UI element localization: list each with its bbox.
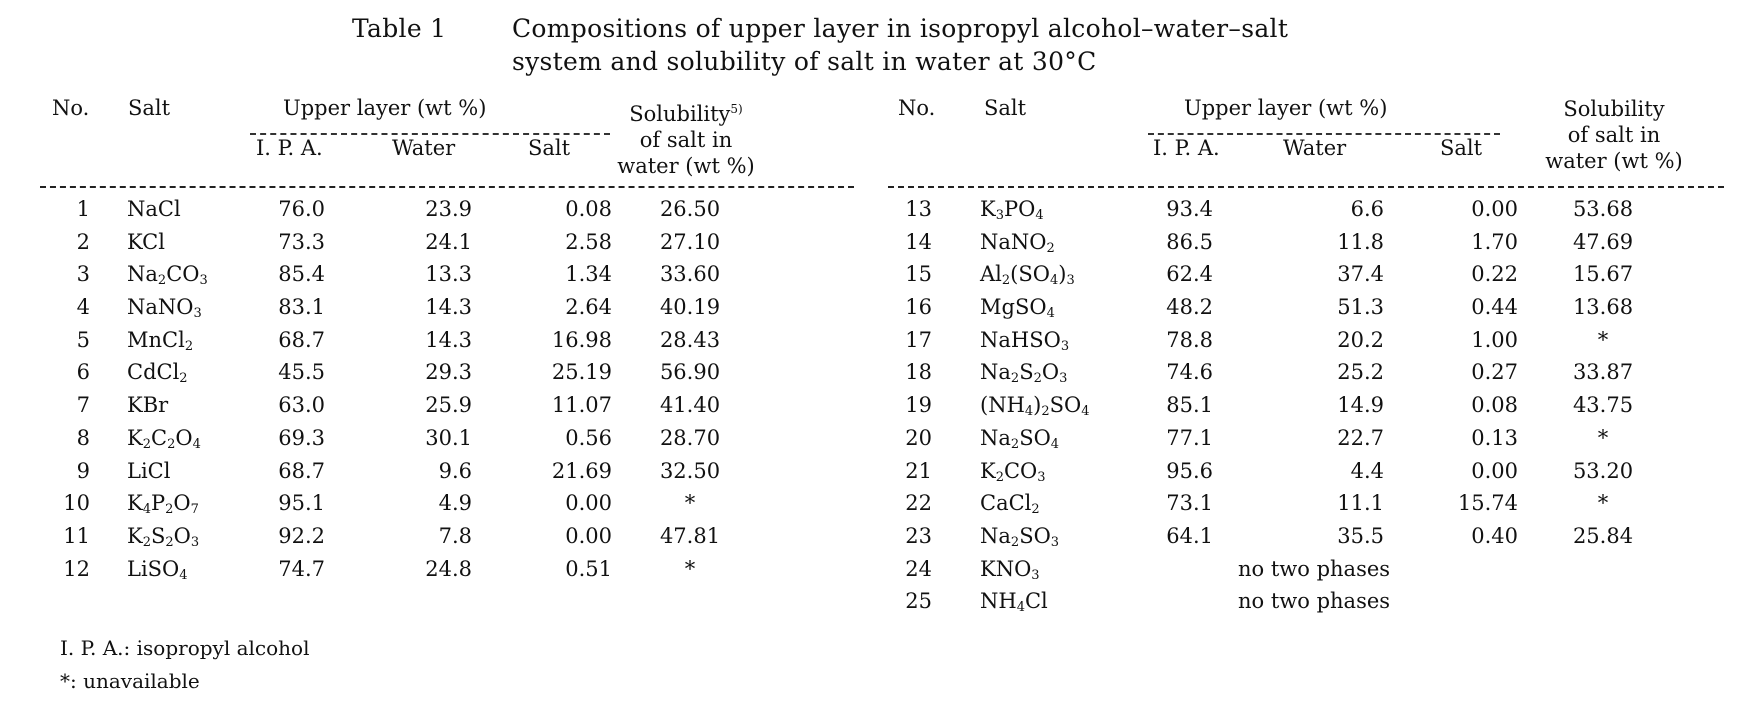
cell-salt-wt: 0.00 <box>1471 197 1518 221</box>
cell-salt-wt: 21.69 <box>551 458 612 483</box>
cell-salt-wt: 15.74 <box>1457 491 1518 516</box>
table-row <box>40 488 854 521</box>
cell-salt-wt: 1.34 <box>565 262 612 287</box>
cell-water: 30.1 <box>425 425 472 450</box>
note-asterisk: *: unavailable <box>60 669 200 693</box>
cell-solubility: 47.69 <box>1572 229 1634 254</box>
cell-no: 7 <box>76 393 90 418</box>
header-ipa: I. P. A. <box>1153 136 1220 160</box>
header-solubility-line-1: Solubility <box>1563 97 1665 121</box>
table-row <box>888 390 1724 423</box>
table-row <box>40 227 854 260</box>
cell-ipa: 45.5 <box>278 360 325 385</box>
table-row <box>40 554 854 587</box>
cell-no: 15 <box>905 262 932 287</box>
cell-solubility: 28.70 <box>659 425 721 450</box>
table-row <box>888 325 1724 358</box>
header-solubility-line-1: Solubility <box>629 102 731 126</box>
table-row <box>888 586 1724 619</box>
cell-solubility: * <box>1597 327 1609 352</box>
cell-solubility: 15.67 <box>1572 262 1634 287</box>
header-water: Water <box>1283 136 1347 160</box>
cell-note: no two phases <box>1238 556 1391 581</box>
cell-no: 12 <box>63 556 90 581</box>
cell-water: 29.3 <box>425 360 472 385</box>
cell-salt-wt: 0.00 <box>565 523 612 548</box>
cell-solubility: 28.43 <box>659 327 721 352</box>
cell-ipa: 68.7 <box>278 327 325 352</box>
cell-no: 9 <box>76 458 90 483</box>
cell-ipa: 78.8 <box>1166 327 1213 352</box>
cell-salt-wt: 0.44 <box>1471 295 1518 320</box>
cell-no: 18 <box>905 360 932 385</box>
header-no: No. <box>898 96 936 120</box>
cell-ipa: 85.1 <box>1166 393 1213 418</box>
header-water: Water <box>392 136 456 160</box>
cell-salt: $NH_4Cl$ <box>980 589 1048 616</box>
cell-ipa: 77.1 <box>1166 425 1213 450</box>
cell-salt: $K_2CO_3$ <box>980 458 1046 485</box>
cell-salt-wt: 0.51 <box>565 556 612 581</box>
cell-water: 35.5 <box>1337 523 1384 548</box>
table-right-half <box>888 96 1724 619</box>
table-row <box>40 292 854 325</box>
cell-solubility: 40.19 <box>659 295 721 320</box>
table-row <box>888 488 1724 521</box>
cell-salt-wt: 0.08 <box>565 197 612 221</box>
cell-salt: $Na_2CO_3$ <box>127 262 208 289</box>
cell-salt: CaCl$_2$ <box>980 491 1040 518</box>
cell-water: 24.8 <box>425 556 472 581</box>
table-row <box>40 259 854 292</box>
cell-water: 14.3 <box>425 295 472 320</box>
header-upper-layer: Upper layer (wt %) <box>283 96 487 120</box>
cell-no: 23 <box>905 523 932 548</box>
table-label: Table 1 <box>352 14 447 43</box>
cell-solubility: 27.10 <box>659 229 721 254</box>
cell-water: 9.6 <box>438 458 472 483</box>
cell-water: 4.4 <box>1350 458 1384 483</box>
table-body-left <box>40 194 854 586</box>
cell-ipa: 85.4 <box>278 262 325 287</box>
cell-salt: KCl <box>127 229 165 254</box>
cell-salt: KBr <box>127 393 169 418</box>
cell-no: 16 <box>905 295 932 320</box>
cell-ipa: 95.1 <box>278 491 325 516</box>
cell-solubility: * <box>684 556 696 581</box>
cell-solubility: 33.87 <box>1572 360 1634 385</box>
cell-water: 22.7 <box>1337 425 1384 450</box>
cell-salt: $K_4P_2O_7$ <box>127 491 199 518</box>
table-row <box>40 194 854 227</box>
cell-salt: NaCl <box>127 197 181 221</box>
cell-salt-wt: 11.07 <box>551 393 612 418</box>
cell-ipa: 74.6 <box>1166 360 1213 385</box>
header-group-rule <box>1148 133 1500 135</box>
cell-ipa: 48.2 <box>1166 295 1213 320</box>
table-row <box>888 554 1724 587</box>
cell-salt-wt: 16.98 <box>551 327 612 352</box>
cell-salt: CdCl$_2$ <box>127 360 188 387</box>
cell-ipa: 62.4 <box>1166 262 1213 287</box>
cell-ipa: 69.3 <box>278 425 325 450</box>
cell-no: 20 <box>905 425 932 450</box>
cell-solubility: * <box>684 491 696 516</box>
cell-no: 10 <box>63 491 90 516</box>
cell-no: 1 <box>76 197 90 221</box>
cell-water: 4.9 <box>438 491 472 516</box>
cell-salt-wt: 0.22 <box>1471 262 1518 287</box>
cell-salt: $K_2S_2O_3$ <box>127 523 200 550</box>
cell-solubility: 13.68 <box>1572 295 1634 320</box>
cell-ipa: 64.1 <box>1166 523 1213 548</box>
cell-no: 2 <box>76 229 90 254</box>
note-ipa: I. P. A.: isopropyl alcohol <box>60 636 310 660</box>
cell-ipa: 63.0 <box>278 393 325 418</box>
header-solubility-line-2: of salt in <box>639 128 733 152</box>
cell-salt-wt: 0.08 <box>1471 393 1518 418</box>
cell-ipa: 68.7 <box>278 458 325 483</box>
cell-ipa: 83.1 <box>278 295 325 320</box>
header-solubility <box>600 96 772 179</box>
cell-salt-wt: 1.00 <box>1471 327 1518 352</box>
table-row <box>888 357 1724 390</box>
table-row <box>888 456 1724 489</box>
table-row <box>40 521 854 554</box>
cell-solubility: * <box>1597 491 1609 516</box>
cell-salt-wt: 0.13 <box>1471 425 1518 450</box>
cell-solubility: 33.60 <box>659 262 721 287</box>
cell-solubility: * <box>1597 425 1609 450</box>
cell-water: 25.9 <box>425 393 472 418</box>
table-row <box>40 390 854 423</box>
cell-no: 4 <box>76 295 90 320</box>
cell-water: 20.2 <box>1337 327 1384 352</box>
cell-salt-wt: 0.00 <box>1471 458 1518 483</box>
table-body-right <box>888 194 1724 619</box>
cell-salt: NaNO$_3$ <box>127 295 202 322</box>
cell-salt: MnCl$_2$ <box>127 327 194 354</box>
cell-water: 23.9 <box>425 197 472 221</box>
cell-salt: NaHSO$_3$ <box>980 327 1070 354</box>
cell-no: 21 <box>905 458 932 483</box>
cell-salt: $K_3PO_4$ <box>980 197 1044 223</box>
cell-water: 51.3 <box>1337 295 1384 320</box>
table-row <box>40 423 854 456</box>
table-title-line-1: Compositions of upper layer in isopropyl alcohol–water–salt <box>512 14 1289 43</box>
cell-water: 11.1 <box>1337 491 1384 516</box>
cell-solubility: 53.68 <box>1572 197 1634 221</box>
cell-water: 13.3 <box>425 262 472 287</box>
cell-no: 6 <box>76 360 90 385</box>
cell-no: 3 <box>76 262 90 287</box>
cell-salt: LiCl <box>127 458 171 483</box>
cell-solubility: 43.75 <box>1572 393 1634 418</box>
cell-water: 6.6 <box>1350 197 1384 221</box>
cell-water: 11.8 <box>1337 229 1384 254</box>
cell-salt: $K_2C_2O_4$ <box>127 425 201 452</box>
table-header-left <box>40 96 854 188</box>
cell-water: 24.1 <box>425 229 472 254</box>
cell-no: 25 <box>905 589 932 614</box>
header-upper-layer: Upper layer (wt %) <box>1184 96 1388 120</box>
header-salt-wt: Salt <box>1440 136 1483 160</box>
cell-salt: $Al_2(SO_4)_3$ <box>980 262 1075 289</box>
cell-ipa: 73.1 <box>1166 491 1213 516</box>
cell-water: 14.9 <box>1337 393 1384 418</box>
cell-no: 8 <box>76 425 90 450</box>
table-row <box>888 194 1724 227</box>
cell-water: 25.2 <box>1337 360 1384 385</box>
table-left-half <box>40 96 854 586</box>
cell-ipa: 73.3 <box>278 229 325 254</box>
cell-no: 13 <box>905 197 932 221</box>
cell-solubility: 56.90 <box>659 360 721 385</box>
table-row <box>888 292 1724 325</box>
table-row <box>888 521 1724 554</box>
header-salt: Salt <box>984 96 1027 120</box>
table-notes <box>60 632 309 698</box>
cell-water: 37.4 <box>1337 262 1384 287</box>
header-ipa: I. P. A. <box>256 136 323 160</box>
cell-ipa: 93.4 <box>1166 197 1213 221</box>
cell-salt-wt: 25.19 <box>551 360 612 385</box>
header-salt: Salt <box>128 96 171 120</box>
cell-salt: NaNO$_2$ <box>980 229 1055 256</box>
cell-solubility: 41.40 <box>659 393 721 418</box>
solubility-reference: 5) <box>730 102 743 116</box>
table-row <box>888 259 1724 292</box>
table-row <box>40 456 854 489</box>
cell-ipa: 76.0 <box>278 197 325 221</box>
cell-solubility: 25.84 <box>1572 523 1634 548</box>
table-row <box>888 227 1724 260</box>
table-title-line-2: system and solubility of salt in water at 30°C <box>512 47 1097 76</box>
cell-no: 19 <box>905 393 932 418</box>
cell-ipa: 74.7 <box>278 556 325 581</box>
cell-solubility: 32.50 <box>659 458 721 483</box>
cell-salt-wt: 2.64 <box>565 295 612 320</box>
cell-salt: $Na_2SO_3$ <box>980 523 1060 550</box>
cell-solubility: 53.20 <box>1572 458 1634 483</box>
header-solubility-line-2: of salt in <box>1567 123 1661 147</box>
cell-ipa: 92.2 <box>278 523 325 548</box>
table-header-right <box>888 96 1724 188</box>
cell-salt-wt: 1.70 <box>1471 229 1518 254</box>
cell-salt: $KNO_3$ <box>980 556 1040 583</box>
cell-solubility: 47.81 <box>659 523 721 548</box>
cell-ipa: 86.5 <box>1166 229 1213 254</box>
cell-salt-wt: 0.27 <box>1471 360 1518 385</box>
cell-note: no two phases <box>1238 589 1391 614</box>
cell-no: 17 <box>905 327 932 352</box>
cell-water: 14.3 <box>425 327 472 352</box>
table-row <box>40 325 854 358</box>
cell-salt: $Na_2S_2O_3$ <box>980 360 1068 387</box>
cell-salt: $Na_2SO_4$ <box>980 425 1060 452</box>
header-salt-wt: Salt <box>528 136 571 160</box>
cell-salt-wt: 2.58 <box>565 229 612 254</box>
cell-salt-wt: 0.00 <box>565 491 612 516</box>
cell-solubility: 26.50 <box>659 197 721 221</box>
cell-salt: LiSO$_4$ <box>127 556 188 583</box>
table-row <box>40 357 854 390</box>
cell-no: 22 <box>905 491 932 516</box>
cell-ipa: 95.6 <box>1166 458 1213 483</box>
cell-salt-wt: 0.40 <box>1471 523 1518 548</box>
header-no: No. <box>52 96 90 120</box>
cell-salt: MgSO$_4$ <box>980 295 1055 322</box>
cell-salt: $(NH_4)_2SO_4$ <box>980 393 1090 420</box>
header-solubility-line-3: water (wt %) <box>617 154 755 178</box>
cell-no: 5 <box>76 327 90 352</box>
cell-no: 24 <box>905 556 932 581</box>
table-row <box>888 423 1724 456</box>
header-solubility <box>1528 96 1700 174</box>
cell-no: 14 <box>905 229 932 254</box>
header-solubility-line-3: water (wt %) <box>1545 149 1683 173</box>
cell-salt-wt: 0.56 <box>565 425 612 450</box>
cell-water: 7.8 <box>438 523 472 548</box>
header-group-rule <box>250 133 610 135</box>
cell-no: 11 <box>63 523 90 548</box>
